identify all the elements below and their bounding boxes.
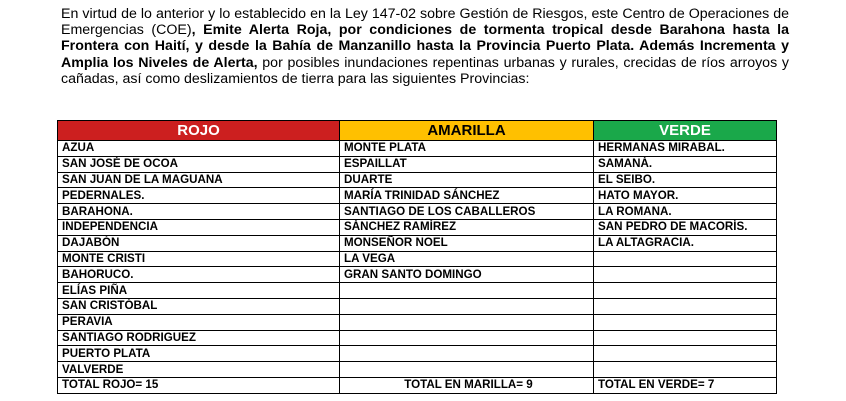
province-cell-amarilla: DUARTE <box>340 172 594 188</box>
province-cell-verde <box>594 346 777 362</box>
total-rojo: TOTAL ROJO= 15 <box>58 377 340 393</box>
intro-text-1: En virtud de lo anterior y lo establecido en la Ley 147-02 sobre Gestión de Riesgos, este Centro de Operaciones de Emergencias (COE) <box>61 6 789 39</box>
province-cell-amarilla <box>340 314 594 330</box>
province-cell-amarilla: ESPAILLAT <box>340 156 594 172</box>
province-cell-verde: HERMANAS MIRABAL. <box>594 141 777 157</box>
intro-paragraph <box>61 6 789 87</box>
table-row <box>58 156 777 172</box>
table-row <box>58 172 777 188</box>
total-verde: TOTAL EN VERDE= 7 <box>594 377 777 393</box>
intro-text-2-bold: , Emite Alerta Roja, por condiciones de tormenta tropical desde Barahona hasta la Frontera con Haití, y desde la Bahía de Manzanillo hasta la Provincia Puerto Plata. Además Incrementa y Amplia los Niveles de Alerta, <box>61 22 789 71</box>
province-cell-amarilla <box>340 346 594 362</box>
province-cell-verde <box>594 362 777 378</box>
table-row <box>58 283 777 299</box>
province-cell-rojo: SANTIAGO RODRIGUEZ <box>58 330 340 346</box>
intro-text-3: por posibles inundaciones repentinas urbanas y rurales, crecidas de ríos arroyos y cañadas, así como deslizamientos de tierra para las siguientes Provincias: <box>61 54 789 87</box>
totals-row <box>58 377 777 393</box>
table-row <box>58 267 777 283</box>
province-cell-verde <box>594 330 777 346</box>
province-cell-rojo: BARAHONA. <box>58 204 340 220</box>
table-row <box>58 141 777 157</box>
table-row <box>58 346 777 362</box>
total-amarilla: TOTAL EN MARILLA= 9 <box>340 377 594 393</box>
province-cell-verde: EL SEIBO. <box>594 172 777 188</box>
province-cell-rojo: PERAVIA <box>58 314 340 330</box>
province-cell-verde <box>594 251 777 267</box>
province-cell-verde <box>594 267 777 283</box>
province-cell-rojo: SAN CRISTÓBAL <box>58 298 340 314</box>
table-row <box>58 204 777 220</box>
header-rojo: ROJO <box>58 121 340 141</box>
province-cell-amarilla <box>340 362 594 378</box>
table-row <box>58 251 777 267</box>
province-cell-amarilla: MONSEÑOR NOEL <box>340 235 594 251</box>
province-cell-verde: LA ALTAGRACIA. <box>594 235 777 251</box>
province-cell-verde <box>594 314 777 330</box>
header-amarilla: AMARILLA <box>340 121 594 141</box>
province-cell-verde: SAMANÁ. <box>594 156 777 172</box>
province-cell-amarilla <box>340 298 594 314</box>
table-body <box>58 141 777 394</box>
table-row <box>58 219 777 235</box>
province-cell-verde: HATO MAYOR. <box>594 188 777 204</box>
table-row <box>58 188 777 204</box>
table-row <box>58 314 777 330</box>
table-row <box>58 235 777 251</box>
table-row <box>58 330 777 346</box>
province-cell-amarilla: LA VEGA <box>340 251 594 267</box>
province-cell-verde <box>594 283 777 299</box>
table-row <box>58 362 777 378</box>
province-cell-verde <box>594 298 777 314</box>
province-cell-amarilla <box>340 330 594 346</box>
header-verde: VERDE <box>594 121 777 141</box>
province-cell-rojo: DAJABÓN <box>58 235 340 251</box>
province-cell-amarilla: SANTIAGO DE LOS CABALLEROS <box>340 204 594 220</box>
province-cell-rojo: AZUA <box>58 141 340 157</box>
province-cell-amarilla: SÁNCHEZ RAMÍREZ <box>340 219 594 235</box>
table-row <box>58 298 777 314</box>
province-cell-rojo: VALVERDE <box>58 362 340 378</box>
province-cell-verde: SAN PEDRO DE MACORÍS. <box>594 219 777 235</box>
province-cell-rojo: SAN JUAN DE LA MAGUANA <box>58 172 340 188</box>
province-cell-rojo: INDEPENDENCIA <box>58 219 340 235</box>
province-cell-rojo: SAN JOSÉ DE OCOA <box>58 156 340 172</box>
province-cell-rojo: PEDERNALES. <box>58 188 340 204</box>
province-cell-rojo: MONTE CRISTI <box>58 251 340 267</box>
province-cell-amarilla <box>340 283 594 299</box>
province-cell-amarilla: MARÍA TRINIDAD SÁNCHEZ <box>340 188 594 204</box>
province-cell-amarilla: MONTE PLATA <box>340 141 594 157</box>
table-header-row <box>58 121 777 141</box>
province-cell-rojo: BAHORUCO. <box>58 267 340 283</box>
province-cell-verde: LA ROMANA. <box>594 204 777 220</box>
province-cell-rojo: ELÍAS PIÑA <box>58 283 340 299</box>
province-cell-amarilla: GRAN SANTO DOMINGO <box>340 267 594 283</box>
province-cell-rojo: PUERTO PLATA <box>58 346 340 362</box>
alert-provinces-table <box>57 120 777 394</box>
